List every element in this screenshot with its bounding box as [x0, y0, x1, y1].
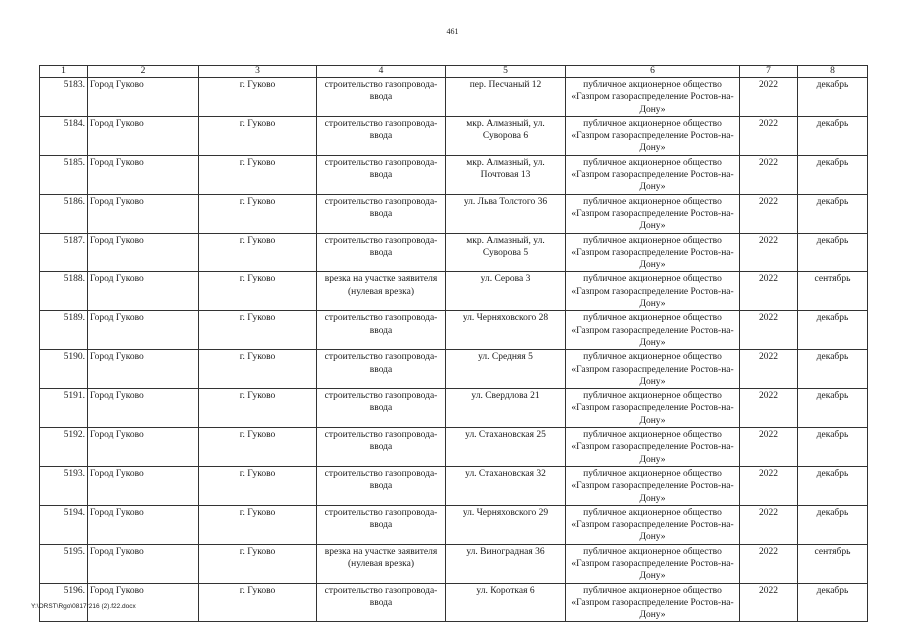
year-cell: 2022: [740, 466, 798, 505]
year-cell: 2022: [740, 428, 798, 467]
table-row: [40, 583, 868, 622]
organization-cell: публичное акционерное общество «Газпром газораспределение Ростов-на-Дону»: [566, 233, 740, 272]
organization-cell: публичное акционерное общество «Газпром газораспределение Ростов-на-Дону»: [566, 78, 740, 117]
table-row: [40, 389, 868, 428]
row-number: 5184.: [40, 116, 88, 155]
month-cell: декабрь: [798, 466, 868, 505]
file-path-footer: Y:\ORST\Rgo\0817r216 (2).f22.docx: [31, 603, 136, 610]
settlement-cell: г. Гуково: [199, 544, 317, 583]
month-cell: декабрь: [798, 505, 868, 544]
table-row: [40, 155, 868, 194]
address-cell: ул. Льва Толстого 36: [446, 194, 566, 233]
month-cell: декабрь: [798, 155, 868, 194]
organization-cell: публичное акционерное общество «Газпром газораспределение Ростов-на-Дону»: [566, 505, 740, 544]
organization-cell: публичное акционерное общество «Газпром газораспределение Ростов-на-Дону»: [566, 311, 740, 350]
year-cell: 2022: [740, 272, 798, 311]
work-type-cell: врезка на участке заявителя (нулевая врезка): [317, 544, 446, 583]
row-number: 5189.: [40, 311, 88, 350]
address-cell: ул. Стахановская 25: [446, 428, 566, 467]
work-type-cell: строительство газопровода-ввода: [317, 116, 446, 155]
organization-cell: публичное акционерное общество «Газпром газораспределение Ростов-на-Дону»: [566, 194, 740, 233]
table-row: [40, 466, 868, 505]
column-header: 6: [566, 66, 740, 78]
work-type-cell: врезка на участке заявителя (нулевая врезка): [317, 272, 446, 311]
table-row: [40, 311, 868, 350]
year-cell: 2022: [740, 194, 798, 233]
address-cell: мкр. Алмазный, ул. Почтовая 13: [446, 155, 566, 194]
organization-cell: публичное акционерное общество «Газпром газораспределение Ростов-на-Дону»: [566, 350, 740, 389]
organization-cell: публичное акционерное общество «Газпром газораспределение Ростов-на-Дону»: [566, 389, 740, 428]
header-row: [40, 66, 868, 78]
organization-cell: публичное акционерное общество «Газпром газораспределение Ростов-на-Дону»: [566, 544, 740, 583]
year-cell: 2022: [740, 350, 798, 389]
settlement-cell: г. Гуково: [199, 78, 317, 117]
organization-cell: публичное акционерное общество «Газпром газораспределение Ростов-на-Дону»: [566, 155, 740, 194]
table-row: [40, 505, 868, 544]
row-number: 5186.: [40, 194, 88, 233]
row-number: 5188.: [40, 272, 88, 311]
work-type-cell: строительство газопровода-ввода: [317, 194, 446, 233]
address-cell: пер. Песчаный 12: [446, 78, 566, 117]
row-number: 5192.: [40, 428, 88, 467]
row-number: 5183.: [40, 78, 88, 117]
settlement-cell: г. Гуково: [199, 311, 317, 350]
year-cell: 2022: [740, 311, 798, 350]
work-type-cell: строительство газопровода-ввода: [317, 505, 446, 544]
column-header: 1: [40, 66, 88, 78]
address-cell: ул. Средняя 5: [446, 350, 566, 389]
table-row: [40, 116, 868, 155]
year-cell: 2022: [740, 505, 798, 544]
month-cell: декабрь: [798, 116, 868, 155]
column-header: 4: [317, 66, 446, 78]
work-type-cell: строительство газопровода-ввода: [317, 155, 446, 194]
table-row: [40, 233, 868, 272]
table-body: [40, 78, 868, 622]
district-cell: Город Гуково: [88, 233, 199, 272]
address-cell: мкр. Алмазный, ул. Суворова 6: [446, 116, 566, 155]
column-header: 3: [199, 66, 317, 78]
row-number: 5191.: [40, 389, 88, 428]
column-header: 5: [446, 66, 566, 78]
address-cell: ул. Серова 3: [446, 272, 566, 311]
work-type-cell: строительство газопровода-ввода: [317, 428, 446, 467]
year-cell: 2022: [740, 583, 798, 622]
settlement-cell: г. Гуково: [199, 272, 317, 311]
address-cell: ул. Короткая 6: [446, 583, 566, 622]
row-number: 5193.: [40, 466, 88, 505]
district-cell: Город Гуково: [88, 155, 199, 194]
work-type-cell: строительство газопровода-ввода: [317, 233, 446, 272]
row-number: 5190.: [40, 350, 88, 389]
row-number: 5196.: [40, 583, 88, 622]
year-cell: 2022: [740, 233, 798, 272]
work-type-cell: строительство газопровода-ввода: [317, 389, 446, 428]
district-cell: Город Гуково: [88, 350, 199, 389]
register-table: [39, 65, 868, 622]
organization-cell: публичное акционерное общество «Газпром газораспределение Ростов-на-Дону»: [566, 428, 740, 467]
district-cell: Город Гуково: [88, 311, 199, 350]
district-cell: Город Гуково: [88, 78, 199, 117]
settlement-cell: г. Гуково: [199, 155, 317, 194]
address-cell: ул. Стахановская 32: [446, 466, 566, 505]
address-cell: ул. Свердлова 21: [446, 389, 566, 428]
month-cell: декабрь: [798, 428, 868, 467]
district-cell: Город Гуково: [88, 116, 199, 155]
page-number: 461: [446, 27, 459, 36]
month-cell: сентябрь: [798, 272, 868, 311]
organization-cell: публичное акционерное общество «Газпром газораспределение Ростов-на-Дону»: [566, 116, 740, 155]
work-type-cell: строительство газопровода-ввода: [317, 466, 446, 505]
district-cell: Город Гуково: [88, 583, 199, 622]
column-header: 7: [740, 66, 798, 78]
row-number: 5185.: [40, 155, 88, 194]
settlement-cell: г. Гуково: [199, 505, 317, 544]
district-cell: Город Гуково: [88, 428, 199, 467]
address-cell: ул. Черняховского 29: [446, 505, 566, 544]
year-cell: 2022: [740, 116, 798, 155]
district-cell: Город Гуково: [88, 505, 199, 544]
table-row: [40, 78, 868, 117]
month-cell: декабрь: [798, 350, 868, 389]
row-number: 5194.: [40, 505, 88, 544]
address-cell: ул. Черняховского 28: [446, 311, 566, 350]
address-cell: мкр. Алмазный, ул. Суворова 5: [446, 233, 566, 272]
district-cell: Город Гуково: [88, 194, 199, 233]
row-number: 5187.: [40, 233, 88, 272]
year-cell: 2022: [740, 78, 798, 117]
work-type-cell: строительство газопровода-ввода: [317, 583, 446, 622]
work-type-cell: строительство газопровода-ввода: [317, 350, 446, 389]
column-header: 8: [798, 66, 868, 78]
year-cell: 2022: [740, 389, 798, 428]
settlement-cell: г. Гуково: [199, 350, 317, 389]
settlement-cell: г. Гуково: [199, 389, 317, 428]
table-row: [40, 350, 868, 389]
month-cell: декабрь: [798, 583, 868, 622]
month-cell: декабрь: [798, 194, 868, 233]
settlement-cell: г. Гуково: [199, 233, 317, 272]
district-cell: Город Гуково: [88, 544, 199, 583]
month-cell: декабрь: [798, 311, 868, 350]
organization-cell: публичное акционерное общество «Газпром газораспределение Ростов-на-Дону»: [566, 466, 740, 505]
district-cell: Город Гуково: [88, 466, 199, 505]
settlement-cell: г. Гуково: [199, 194, 317, 233]
row-number: 5195.: [40, 544, 88, 583]
table-row: [40, 194, 868, 233]
settlement-cell: г. Гуково: [199, 428, 317, 467]
column-header: 2: [88, 66, 199, 78]
settlement-cell: г. Гуково: [199, 116, 317, 155]
district-cell: Город Гуково: [88, 389, 199, 428]
district-cell: Город Гуково: [88, 272, 199, 311]
year-cell: 2022: [740, 155, 798, 194]
settlement-cell: г. Гуково: [199, 583, 317, 622]
table-row: [40, 272, 868, 311]
table-row: [40, 428, 868, 467]
settlement-cell: г. Гуково: [199, 466, 317, 505]
year-cell: 2022: [740, 544, 798, 583]
organization-cell: публичное акционерное общество «Газпром газораспределение Ростов-на-Дону»: [566, 583, 740, 622]
table-row: [40, 544, 868, 583]
work-type-cell: строительство газопровода-ввода: [317, 78, 446, 117]
work-type-cell: строительство газопровода-ввода: [317, 311, 446, 350]
month-cell: декабрь: [798, 78, 868, 117]
month-cell: сентябрь: [798, 544, 868, 583]
organization-cell: публичное акционерное общество «Газпром газораспределение Ростов-на-Дону»: [566, 272, 740, 311]
month-cell: декабрь: [798, 389, 868, 428]
address-cell: ул. Виноградная 36: [446, 544, 566, 583]
month-cell: декабрь: [798, 233, 868, 272]
